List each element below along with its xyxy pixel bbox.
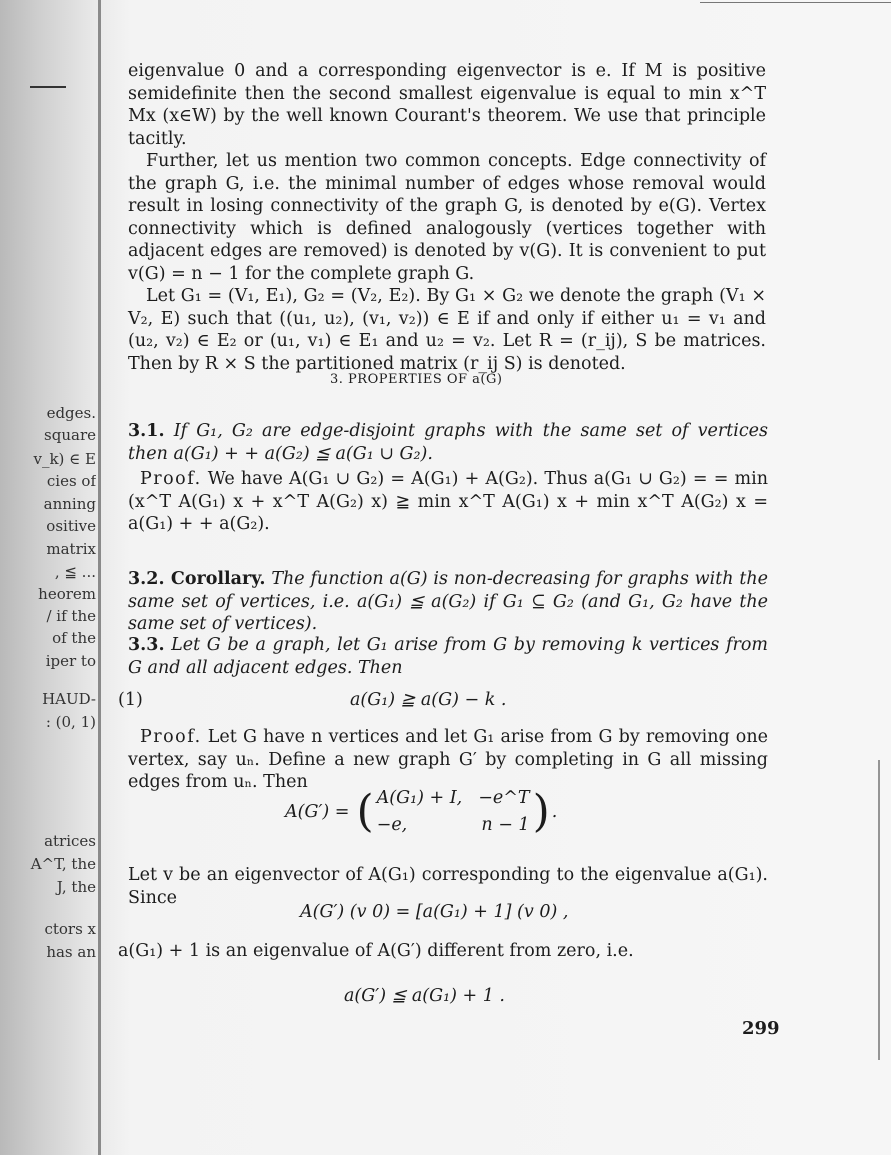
- margin-fragment: heorem: [38, 585, 96, 603]
- matrix-equation: [284, 785, 558, 838]
- theorem-3-1: [128, 420, 768, 465]
- margin-fragment: HAUD-: [42, 690, 96, 708]
- matrix-cell: −e^T: [478, 788, 530, 809]
- theorem-3-3: [128, 634, 768, 679]
- proof-3-3-c: a(G₁) + 1 is an eigenvalue of A(G′) different from zero, i.e.: [118, 941, 634, 961]
- proof-label: Proof.: [140, 469, 202, 489]
- theorem-text: If G₁, G₂ are edge-disjoint graphs with the same set of vertices then a(G₁) + + a(G₂) ≦ a(G₁ ∪ G₂).: [128, 421, 768, 464]
- margin-fragment: square: [44, 426, 96, 444]
- paragraph-3: Let G₁ = (V₁, E₁), G₂ = (V₂, E₂). By G₁ × G₂ we denote the graph (V₁ × V₂, E) such that ((u₁, u₂), (v₁, v₂)) ∈ E if and only if either u₁ = v₁ and (u₂, v₂) ∈ E₂ or (u₁, v₁) ∈ E₁ and u₂ = v₂. Let R = (r_ij), S be matrices. Then by R × S the partitioned matrix (r_ij S) is denoted.: [128, 286, 766, 374]
- margin-fragment: of the: [52, 629, 96, 647]
- top-rule: [700, 2, 891, 3]
- margin-fragment: edges.: [46, 404, 96, 422]
- margin-fragment: A^T, the: [30, 855, 96, 873]
- margin-fragment: matrix: [46, 540, 96, 558]
- equation-1: a(G₁) ≧ a(G) − k .: [350, 690, 507, 710]
- proof-label: Proof.: [140, 727, 202, 747]
- theorem-label: 3.3.: [128, 635, 165, 655]
- page-number: 299: [742, 1018, 780, 1039]
- left-paren: (: [356, 786, 374, 837]
- matrix-cell: A(G₁) + I,: [376, 788, 463, 809]
- margin-fragment: , ≦ ...: [54, 563, 96, 581]
- corollary-label: 3.2. Corollary.: [128, 569, 266, 589]
- proof-text: We have A(G₁ ∪ G₂) = A(G₁) + A(G₂). Thus a(G₁ ∪ G₂) = = min (x^T A(G₁) x + x^T A(G₂) x) ≧ min x^T A(G₁) x + min x^T A(G₂) x = a(G₁) + + a(G₂).: [128, 469, 768, 534]
- eigen-equation: A(G′) (v 0) = [a(G₁) + 1] (v 0) ,: [300, 902, 569, 922]
- margin-fragment: v_k) ∈ E: [33, 450, 96, 468]
- right-rule: [878, 760, 880, 1060]
- margin-fragment: : (0, 1): [45, 713, 96, 731]
- proof-3-3-a: [128, 726, 768, 794]
- margin-fragment: iper to: [45, 652, 96, 670]
- theorem-label: 3.1.: [128, 421, 165, 441]
- proof-text: Let G have n vertices and let G₁ arise from G by removing one vertex, say uₙ. Define a new graph G′ by completing in G all missing edges from uₙ. Then: [128, 727, 768, 792]
- matrix-cell: n − 1: [481, 814, 530, 835]
- proof-3-3-b: Let v be an eigenvector of A(G₁) corresponding to the eigenvalue a(G₁). Since: [128, 865, 768, 908]
- page-edge: [98, 0, 101, 1155]
- final-equation: a(G′) ≦ a(G₁) + 1 .: [344, 986, 505, 1006]
- right-paren: ): [532, 786, 550, 837]
- margin-fragment: cies of: [46, 472, 96, 490]
- matrix-lhs: A(G′) =: [285, 801, 350, 822]
- margin-fragment: anning: [43, 495, 96, 513]
- paragraph-1: eigenvalue 0 and a corresponding eigenvector is e. If M is positive semidefinite then the second smallest eigenvalue is equal to min x^T Mx (x∈W) by the well known Courant's theorem. We use that principle tacitly.: [128, 61, 766, 149]
- margin-fragment: ctors x: [44, 920, 96, 938]
- margin-fragment: ositive: [46, 517, 96, 535]
- proof-3-1: [128, 468, 768, 536]
- margin-fragment: / if the: [46, 607, 96, 625]
- paragraph-2: Further, let us mention two common concepts. Edge connectivity of the graph G, i.e. the minimal number of edges whose removal would result in losing connectivity of the graph G, is denoted by e(G). Vertex connectivity which is defined analogously (vertices together with adjacent edges are removed) is denoted by v(G). It is convenient to put v(G) = n − 1 for the complete graph G.: [128, 151, 766, 284]
- margin-fragment: atrices: [44, 832, 96, 850]
- corollary-3-2: [128, 568, 768, 636]
- margin-fragment: J, the: [56, 878, 96, 896]
- section-heading: 3. PROPERTIES OF a(G): [330, 372, 503, 387]
- matrix-period: .: [551, 801, 558, 822]
- matrix-cell: −e,: [376, 814, 408, 835]
- theorem-text: Let G be a graph, let G₁ arise from G by removing k vertices from G and all adjacent edges. Then: [128, 635, 768, 678]
- intro-text: [128, 60, 766, 375]
- margin-fragment: has an: [46, 943, 96, 961]
- margin-dash: [30, 86, 66, 88]
- corollary-text: The function a(G) is non-decreasing for graphs with the same set of vertices, i.e. a(G₁) ≦ a(G₂) if G₁ ⊆ G₂ (and G₁, G₂ have the same set of vertices).: [128, 569, 768, 634]
- equation-number: (1): [118, 690, 143, 710]
